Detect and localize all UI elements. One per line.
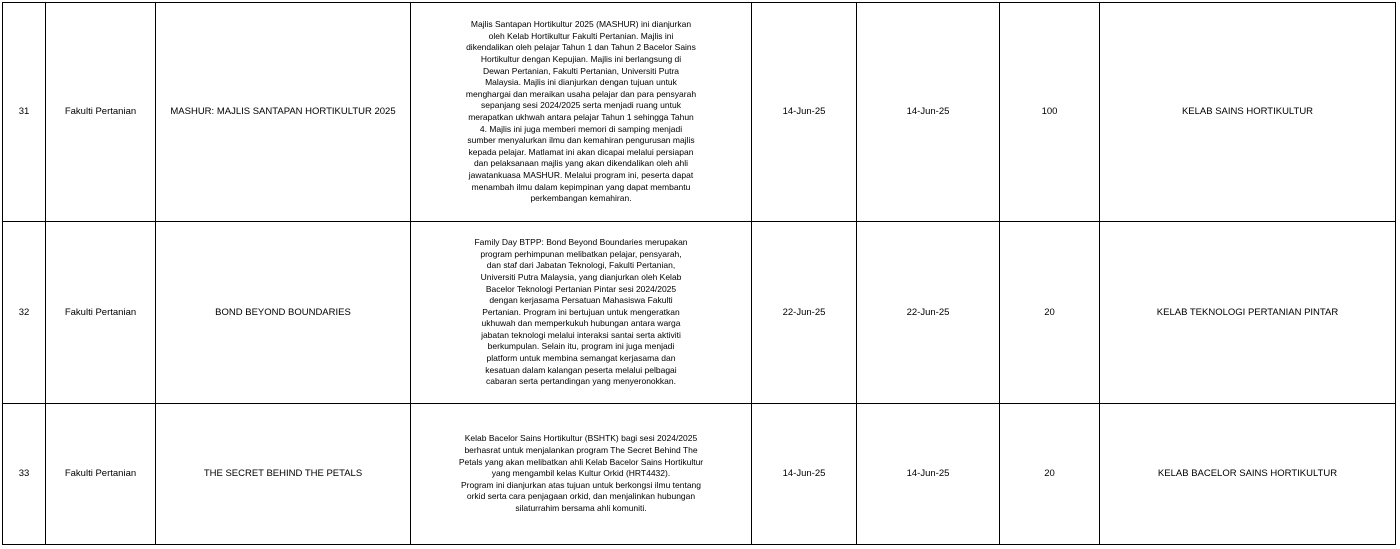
description-line: berkumpulan. Selain itu, program ini juga menjadi (487, 341, 675, 352)
description-line: dan staf dari Jabatan Teknologi, Fakulti Pertanian, (486, 260, 676, 271)
start-date-cell: 22-Jun-25 (752, 222, 857, 404)
description-line: Kelab Bacelor Sains Hortikultur (BSHTK) bagi sesi 2024/2025 (464, 433, 698, 444)
description-line: Universiti Putra Malaysia, yang dianjurkan oleh Kelab (480, 271, 682, 282)
description-line: sumber menyalurkan ilmu dan kemahiran pengurusan majlis (467, 135, 695, 146)
table-row (3, 404, 1396, 545)
row-number: 32 (3, 222, 46, 404)
participants-cell: 20 (1000, 404, 1100, 545)
description-line: menambah ilmu dalam kepimpinan yang dapat membantu (471, 181, 691, 192)
description-line: program perhimpunan melibatkan pelajar, pensyarah, (480, 248, 682, 259)
end-date-cell: 14-Jun-25 (857, 404, 1000, 545)
organizer-cell: KELAB BACELOR SAINS HORTIKULTUR (1100, 404, 1396, 545)
program-table (2, 2, 1396, 545)
description-line: merapatkan ukhwah antara pelajar Tahun 1 sehingga Tahun (468, 112, 694, 122)
program-name-cell: MASHUR: MAJLIS SANTAPAN HORTIKULTUR 2025 (156, 3, 411, 222)
description-line: jabatan teknologi melalui interaksi santai serta aktiviti (481, 329, 681, 340)
description-line: Family Day BTPP: Bond Beyond Boundaries merupakan (474, 237, 688, 248)
start-date-cell: 14-Jun-25 (752, 3, 857, 222)
program-name-cell: BOND BEYOND BOUNDARIES (156, 222, 411, 404)
description-line: dengan kerjasama Persatuan Mahasiswa Fakulti (489, 295, 673, 306)
description-line: yang mengambil kelas Kultur Orkid (HRT4432). (491, 468, 671, 479)
description-line: Bacelor Teknologi Pertanian Pintar sesi 2024/2025 (485, 283, 677, 294)
row-number: 31 (3, 3, 46, 222)
description-line: kesatuan dalam kalangan peserta melalui pelbagai (485, 364, 677, 375)
description-line: Program ini dianjurkan atas tujuan untuk berkongsi ilmu tentang (460, 479, 702, 490)
description-line: sepanjang sesi 2024/2025 serta menjadi ruang untuk (481, 100, 681, 111)
description-line: orkid serta cara penjagaan orkid, dan menjalinkan hubungan (466, 491, 696, 502)
description-line: dikendalikan oleh pelajar Tahun 1 dan Tahun 2 Bacelor Sains (466, 42, 696, 53)
description-line: Majlis Santapan Hortikultur 2025 (MASHUR) ini dianjurkan (470, 19, 692, 30)
start-date-cell: 14-Jun-25 (752, 404, 857, 545)
description-line: Dewan Pertanian, Fakulti Pertanian, Universiti Putra (482, 65, 680, 76)
description-cell (411, 404, 752, 545)
faculty-cell: Fakulti Pertanian (46, 222, 156, 404)
description-line: perkembangan kemahiran. (530, 193, 632, 204)
description-line: 4. Majlis ini juga memberi memori di samping menjadi (479, 123, 683, 134)
description-cell (411, 3, 752, 222)
end-date-cell: 14-Jun-25 (857, 3, 1000, 222)
description-line: menghargai dan meraikan usaha pelajar dan para pensyarah (465, 88, 697, 99)
description-text (444, 433, 718, 514)
description-line: jawatankuasa MASHUR. Melalui program ini, peserta dapat (468, 169, 694, 180)
description-text (444, 19, 718, 205)
description-line: Malaysia. Majlis ini dianjurkan dengan tujuan untuk (485, 77, 677, 88)
faculty-cell: Fakulti Pertanian (46, 404, 156, 545)
description-line: Pertanian. Program ini bertujuan untuk mengeratkan (482, 306, 680, 317)
description-line: Petals yang akan melibatkan ahli Kelab Bacelor Sains Hortikultur (458, 456, 704, 467)
description-line: dan pelaksanaan majlis yang akan dikendalikan oleh ahli (473, 158, 689, 169)
participants-cell: 20 (1000, 222, 1100, 404)
description-cell (411, 222, 752, 404)
description-line: silaturrahim bersama ahli komuniti. (515, 502, 647, 513)
description-line: Hortikultur dengan Kepujian. Majlis ini berlangsung di (480, 54, 682, 65)
description-text (444, 237, 718, 388)
description-line: cabaran serta pertandingan yang menyeronokkan. (486, 376, 676, 387)
table-row (3, 222, 1396, 404)
organizer-cell: KELAB TEKNOLOGI PERTANIAN PINTAR (1100, 222, 1396, 404)
end-date-cell: 22-Jun-25 (857, 222, 1000, 404)
description-line: oleh Kelab Hortikultur Fakulti Pertanian. Majlis ini (488, 30, 674, 41)
organizer-cell: KELAB SAINS HORTIKULTUR (1100, 3, 1396, 222)
description-line: platform untuk membina semangat kerjasama dan (486, 353, 676, 364)
program-name-cell: THE SECRET BEHIND THE PETALS (156, 404, 411, 545)
description-line: kepada pelajar. Matlamat ini akan dicapai melalui persiapan (468, 146, 694, 157)
participants-cell: 100 (1000, 3, 1100, 222)
description-line: berhasrat untuk menjalankan program The Secret Behind The (464, 445, 698, 456)
table-row (3, 3, 1396, 222)
faculty-cell: Fakulti Pertanian (46, 3, 156, 222)
description-line: ukhuwah dan memperkukuh hubungan antara warga (481, 318, 681, 329)
row-number: 33 (3, 404, 46, 545)
